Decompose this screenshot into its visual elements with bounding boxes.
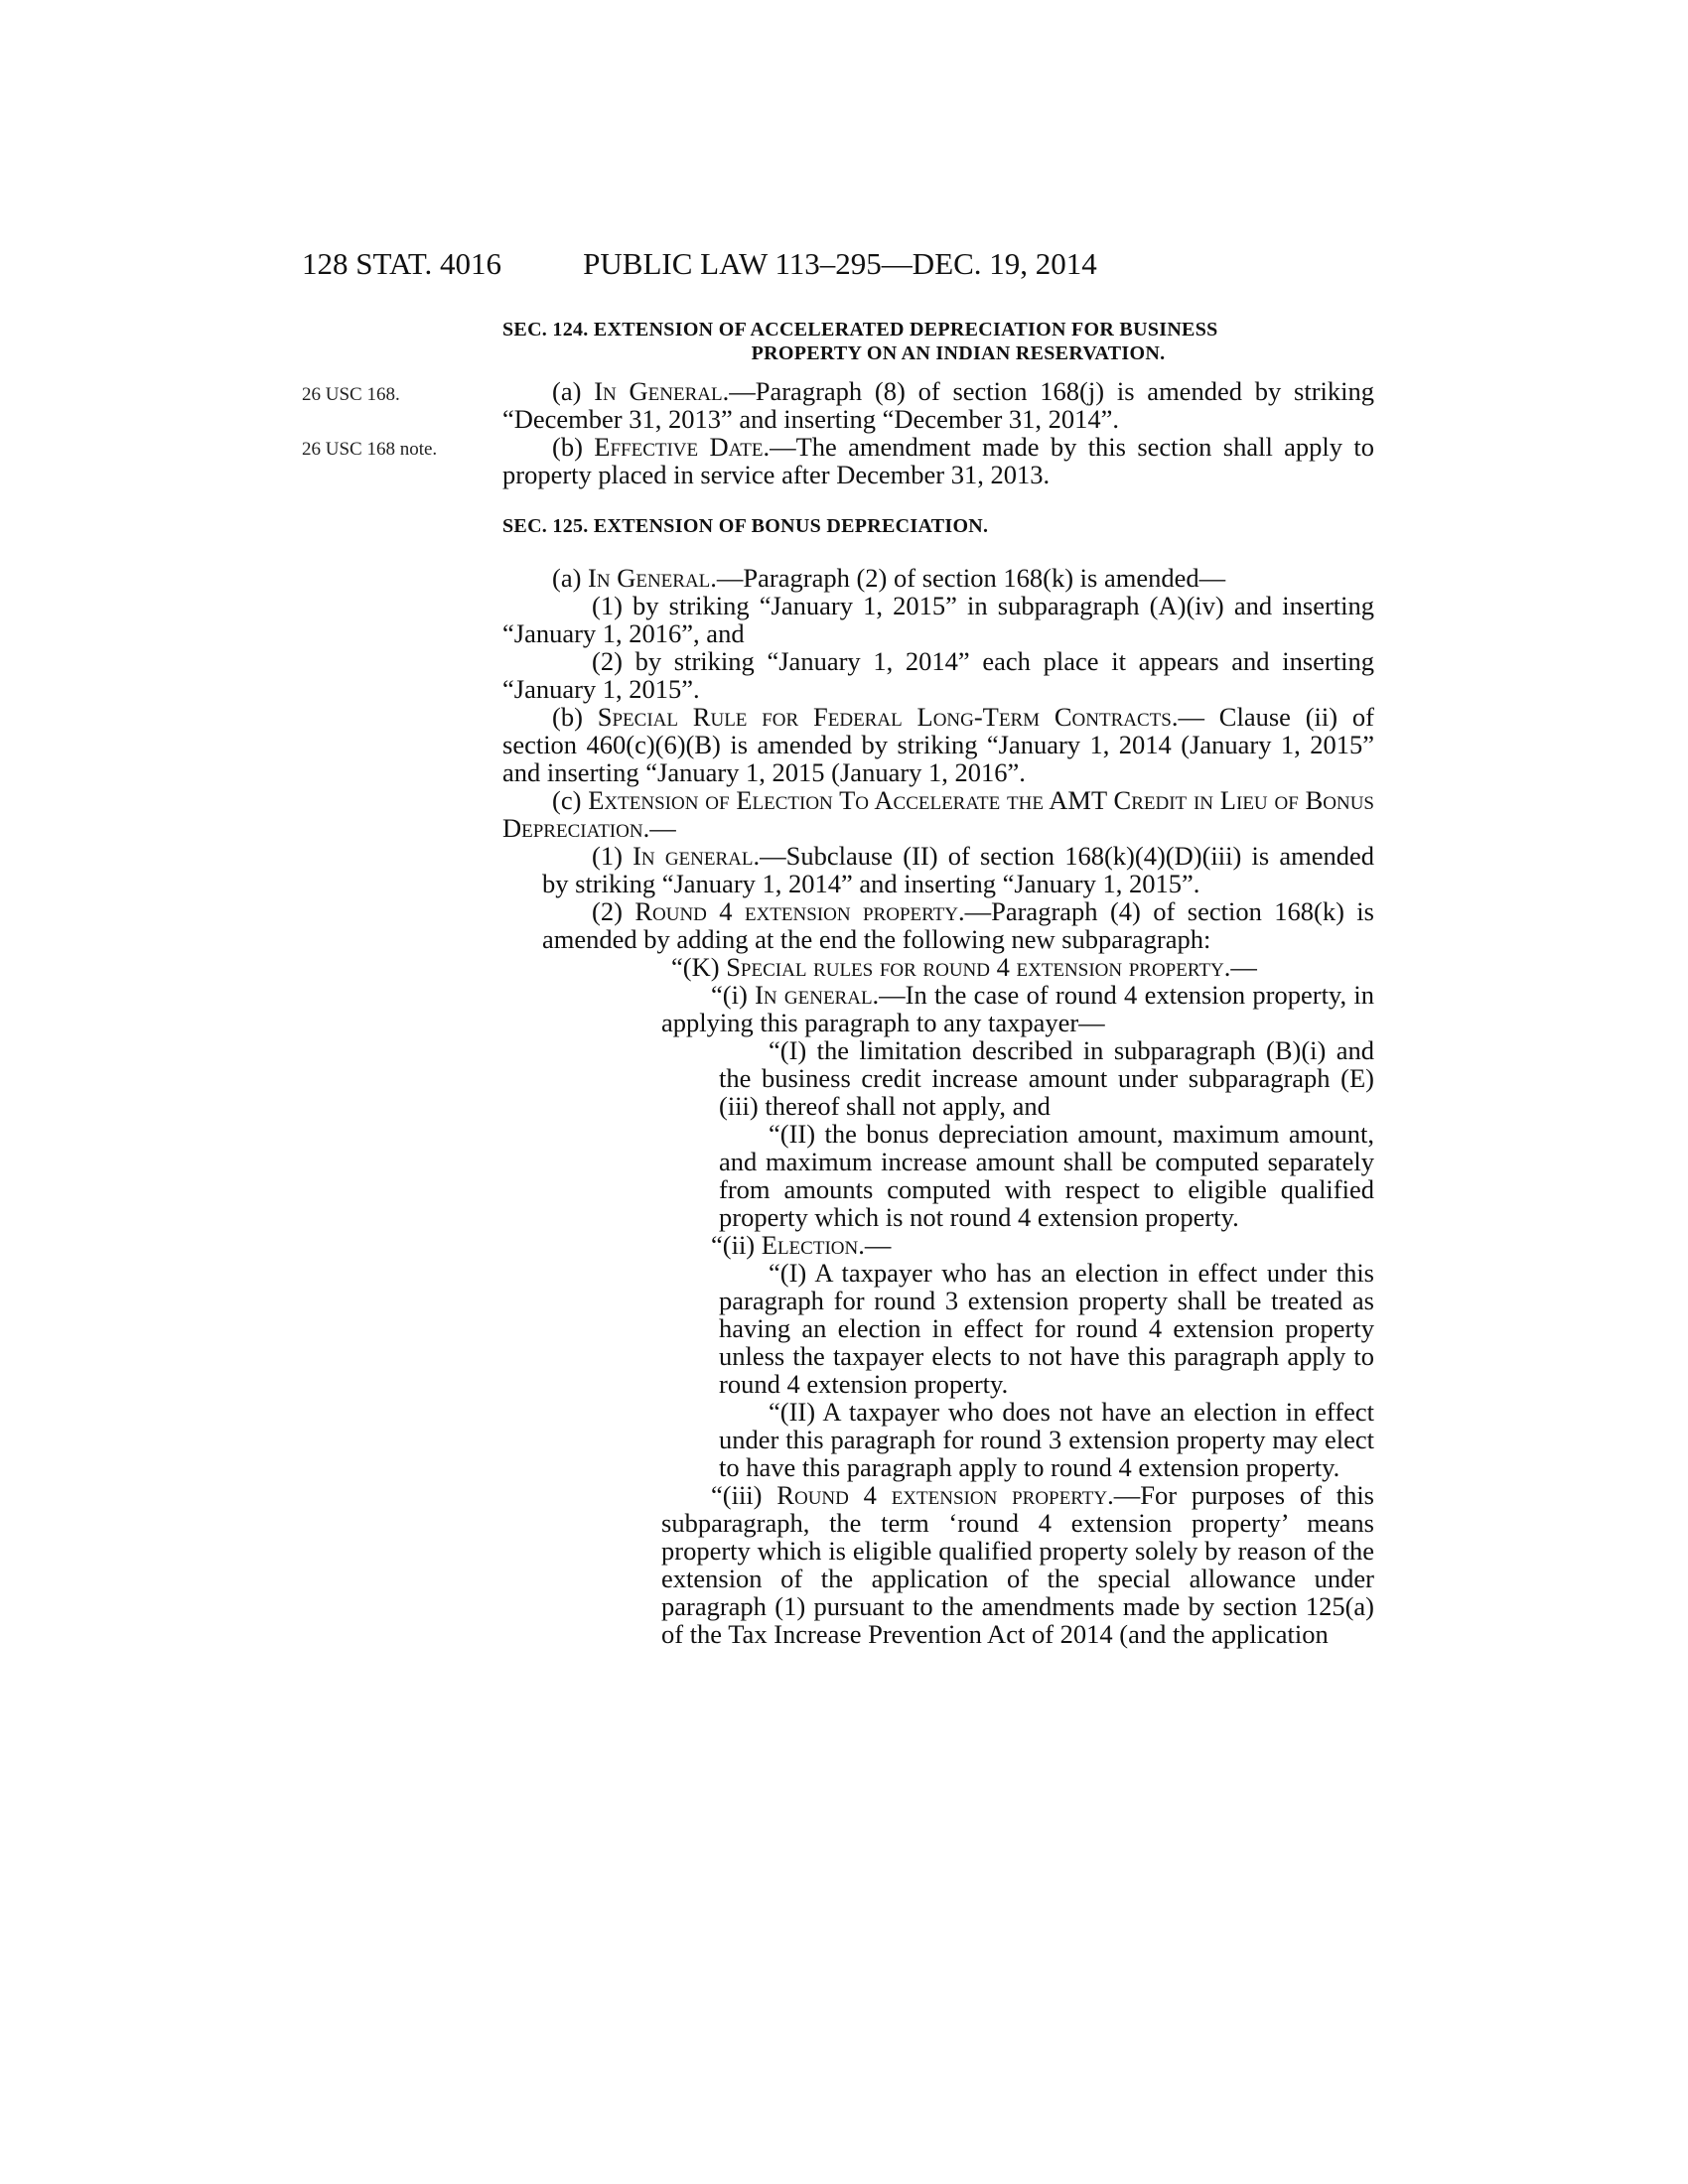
clause-text: .—For purposes of this subparagraph, the term ‘round 4 extension property’ means property which is eligible qualified property solely by reason of the extension of the application of the special allowance under paragraph (1) pursuant to the amendments made by section 125(a) of the Tax Increase Prevention Act of 2014 (and the application xyxy=(661,1480,1374,1649)
subsection-text: .— Clause (ii) of section 460(c)(6)(B) is amended by striking “January 1, 2014 (January 1, 2015” and inserting “January 1, 2015 (January 1, 2016”. xyxy=(502,702,1374,787)
section-124-subsection-b xyxy=(502,433,1374,488)
margin-note-usc-168: 26 USC 168. xyxy=(302,384,400,405)
paragraph-title: Round 4 extension property xyxy=(634,896,958,926)
section-125-subsection-c xyxy=(502,786,1374,842)
clause-title: Round 4 extension property xyxy=(776,1480,1108,1510)
running-header xyxy=(302,246,1378,286)
section-125-heading: SEC. 125. EXTENSION OF BONUS DEPRECIATION. xyxy=(502,515,989,537)
subclause-II: “(II) the bonus depreciation amount, maximum amount, and maximum increase amount shall be computed separately from amounts computed with respect to eligible qualified property which is not round 4 extension property. xyxy=(719,1119,1374,1232)
subparagraph-title: Special rules for round 4 extension property xyxy=(726,952,1224,982)
subsection-label: (a) xyxy=(552,376,595,406)
subsection-title: Special Rule for Federal Long-Term Contracts xyxy=(597,702,1172,732)
paragraph-a2: (2) by striking “January 1, 2014” each place it appears and inserting “January 1, 2015”. xyxy=(502,646,1374,704)
subsection-title: Effective Date xyxy=(594,432,764,462)
paragraph-text: .—Paragraph (4) of section 168(k) is amended by adding at the end the following new subparagraph: xyxy=(542,896,1374,954)
paragraph-label: (2) xyxy=(592,896,635,926)
clause-label: “(iii) xyxy=(711,1480,777,1510)
subsection-title: In General xyxy=(588,563,711,593)
paragraph-c2 xyxy=(502,897,1374,953)
paragraph-a1: (1) by striking “January 1, 2015” in subparagraph (A)(iv) and inserting “January 1, 2016”, and xyxy=(502,591,1374,648)
clause-ii xyxy=(502,1231,1374,1259)
section-124-heading-line2: PROPERTY ON AN INDIAN RESERVATION. xyxy=(751,342,1166,364)
paragraph-text: .—Subclause (II) of section 168(k)(4)(D)(iii) is amended by striking “January 1, 2014” and inserting “January 1, 2015”. xyxy=(542,841,1375,898)
section-124-subsection-a xyxy=(502,377,1374,433)
section-124-heading-line1: SEC. 124. EXTENSION OF ACCELERATED DEPRECIATION FOR BUSINESS xyxy=(502,319,1218,341)
paragraph-c1 xyxy=(502,842,1374,897)
subsection-text: .—Paragraph (2) of section 168(k) is amended— xyxy=(710,563,1226,593)
clause-label: “(i) xyxy=(711,980,756,1010)
subparagraph-text: .— xyxy=(1223,952,1257,982)
subsection-text: .—The amendment made by this section shall apply to property placed in service after December 31, 2013. xyxy=(502,432,1374,489)
subsection-text: .—Paragraph (8) of section 168(j) is amended by striking “December 31, 2013” and inserting “December 31, 2014”. xyxy=(502,376,1374,434)
paragraph-title: In general xyxy=(633,841,754,871)
section-124-heading xyxy=(502,318,1374,365)
clause-text: .—In the case of round 4 extension property, in applying this paragraph to any taxpayer— xyxy=(661,980,1374,1037)
law-title: PUBLIC LAW 113–295—DEC. 19, 2014 xyxy=(583,246,1097,281)
clause-title: In general xyxy=(755,980,873,1010)
stat-citation: 128 STAT. 4016 xyxy=(302,246,502,281)
subclause-I-election: “(I) A taxpayer who has an election in effect under this paragraph for round 3 extension property shall be treated as having an election in effect for round 4 extension property unless the taxpayer elects to not have this paragraph apply to round 4 extension property. xyxy=(719,1258,1374,1399)
subsection-label: (c) xyxy=(552,785,589,815)
subclause-II-election: “(II) A taxpayer who does not have an election in effect under this paragraph for round 3 extension property may elect to have this paragraph apply to round 4 extension property. xyxy=(719,1397,1374,1482)
subsection-label: (a) xyxy=(552,563,589,593)
clause-label: “(ii) xyxy=(711,1230,762,1260)
subsection-text: .— xyxy=(642,813,676,843)
clause-text: .— xyxy=(858,1230,892,1260)
subsection-label: (b) xyxy=(552,432,595,462)
clause-i xyxy=(502,981,1374,1036)
section-125-subsection-a xyxy=(502,564,1374,592)
paragraph-label: (1) xyxy=(592,841,633,871)
clause-title: Election xyxy=(761,1230,859,1260)
subclause-I: “(I) the limitation described in subparagraph (B)(i) and the business credit increase amount under subparagraph (E)(iii) thereof shall not apply, and xyxy=(719,1035,1374,1121)
section-125-body xyxy=(502,564,1374,1648)
subsection-title: In General xyxy=(594,376,723,406)
subsection-label: (b) xyxy=(552,702,598,732)
section-125-subsection-b xyxy=(502,703,1374,786)
subparagraph-K xyxy=(502,953,1374,981)
margin-note-usc-168-note: 26 USC 168 note. xyxy=(302,439,438,460)
subparagraph-label: “(K) xyxy=(671,952,727,982)
subsection-title: Extension of Election To Accelerate the AMT Credit in Lieu of Bonus Depreciation xyxy=(502,785,1374,843)
clause-iii xyxy=(502,1481,1374,1648)
